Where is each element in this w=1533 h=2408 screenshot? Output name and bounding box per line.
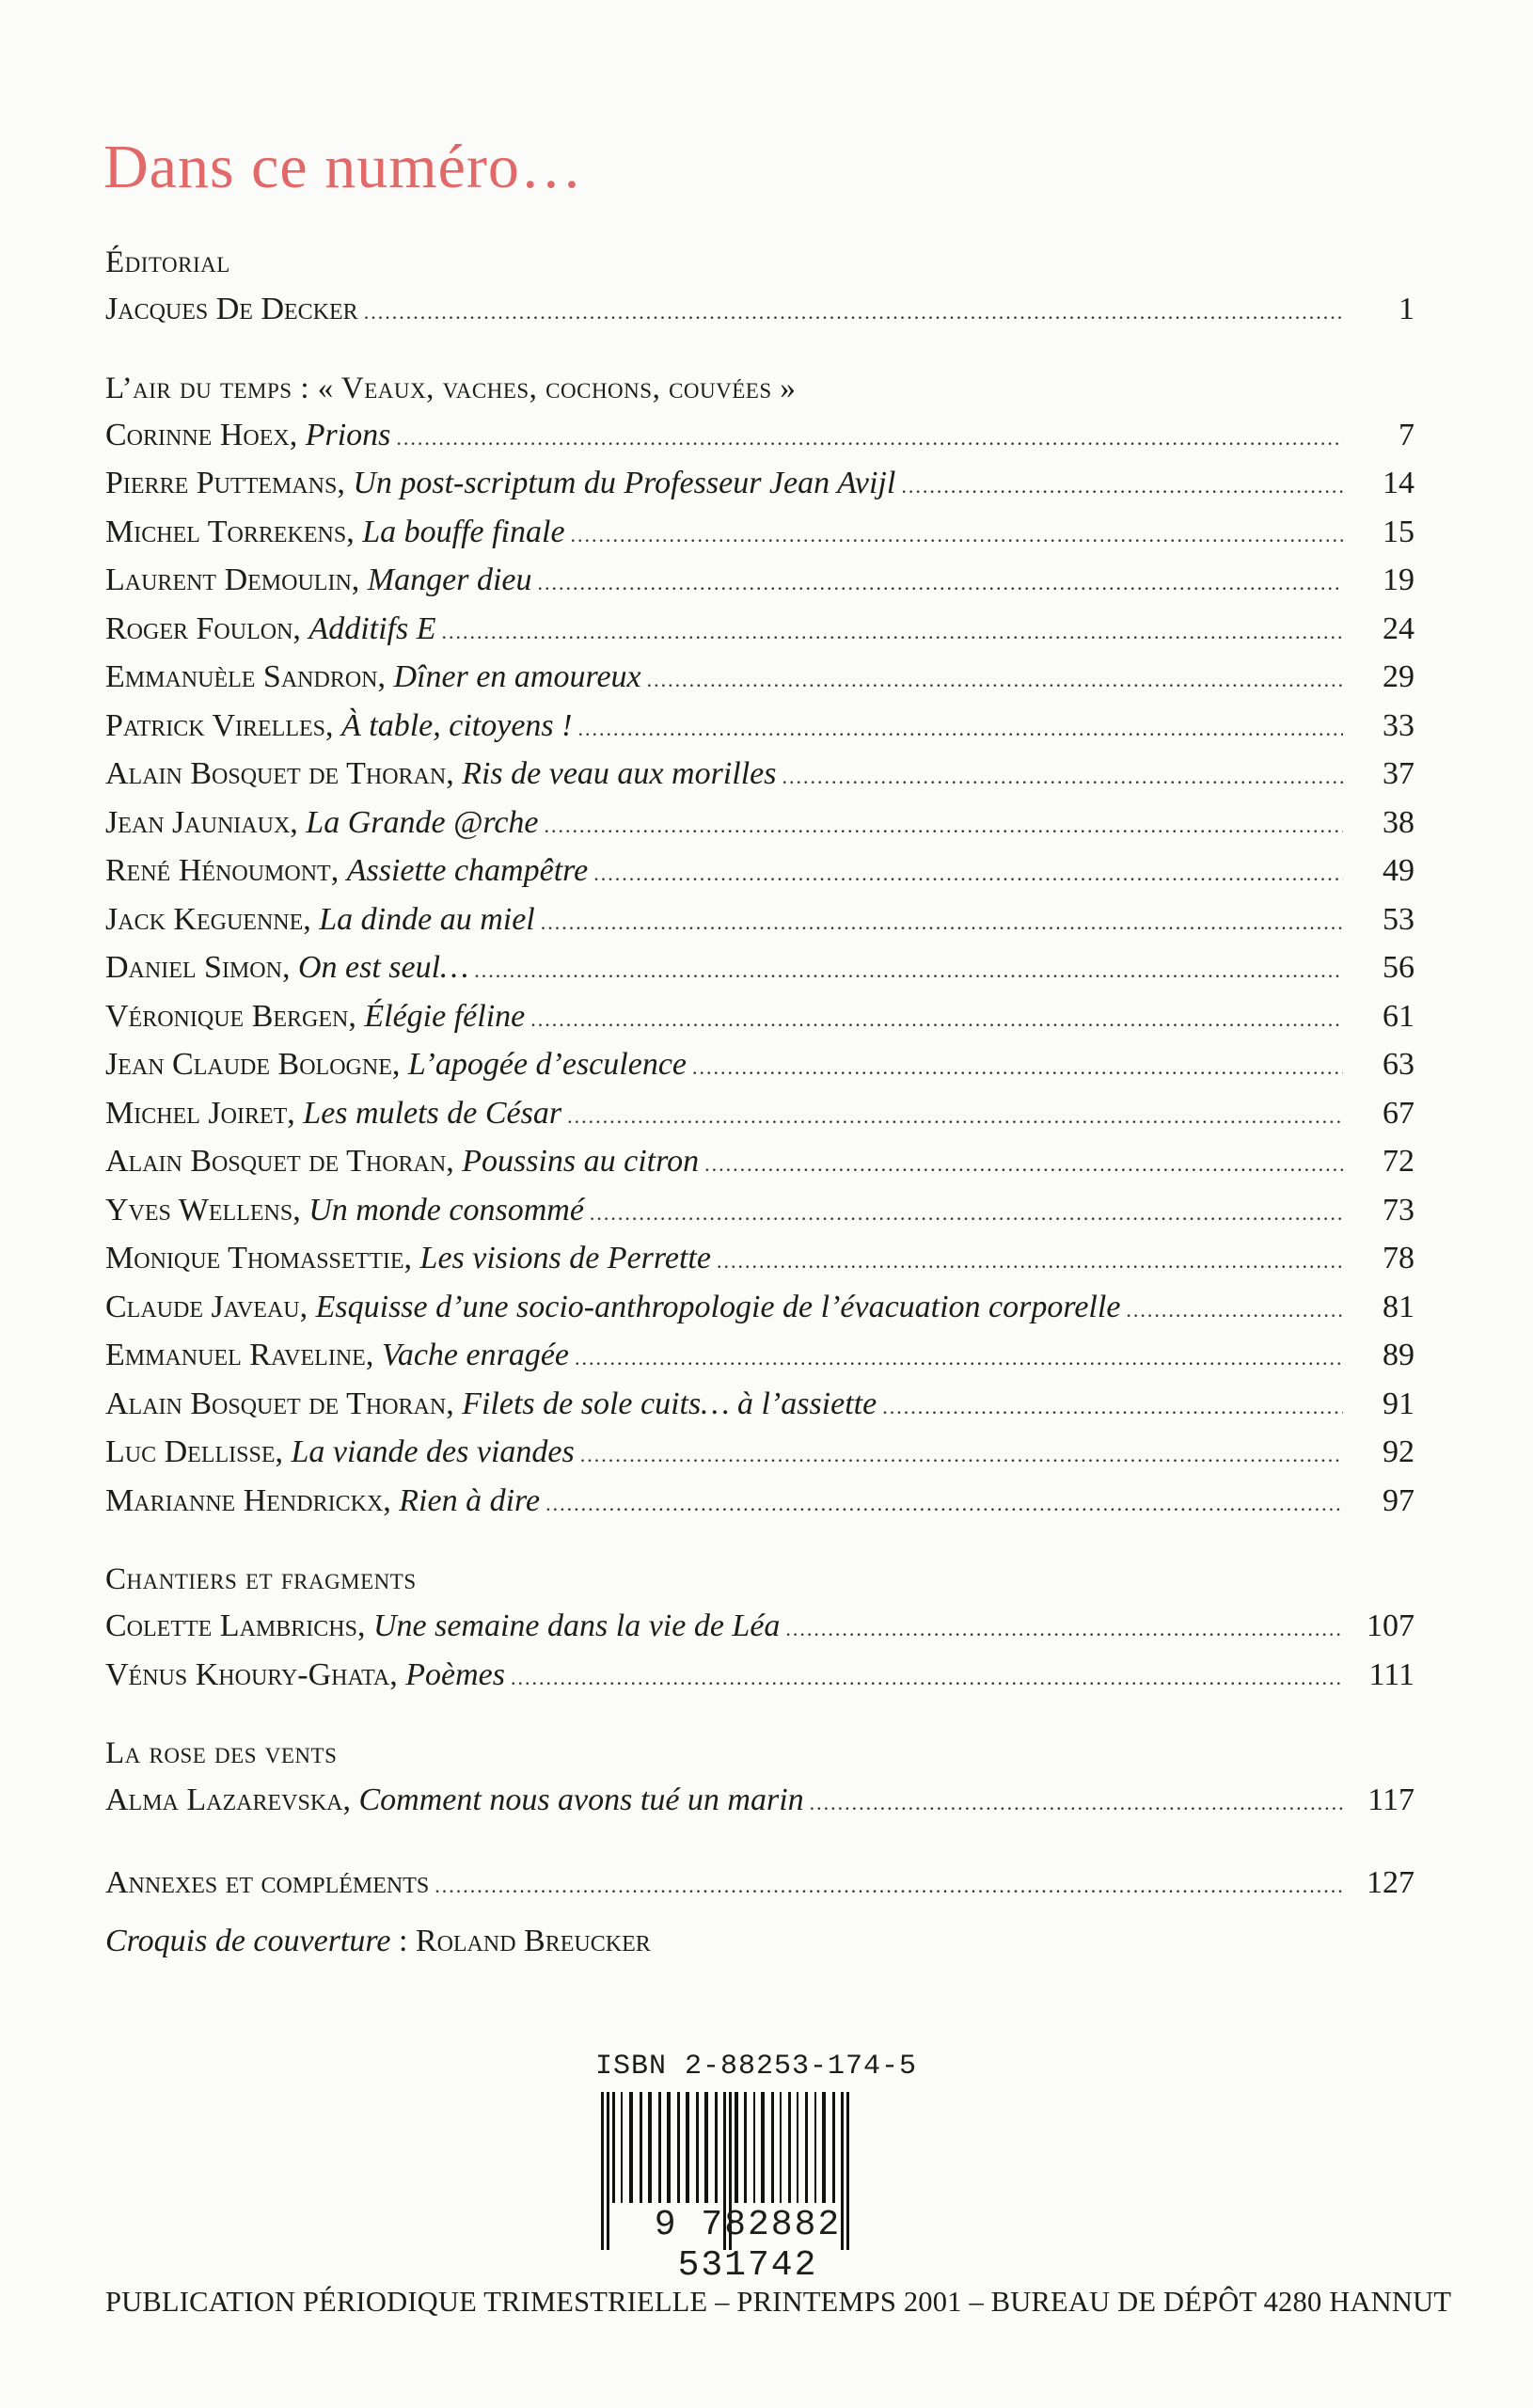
- toc-separator: ,: [289, 417, 306, 452]
- toc-row[interactable]: [105, 508, 1414, 557]
- toc-page-number: 19: [1383, 562, 1414, 597]
- toc-author: Vénus Khoury-Ghata: [105, 1656, 390, 1692]
- toc-work-title: Vache enragée: [381, 1338, 570, 1372]
- toc-row[interactable]: [105, 702, 1414, 751]
- toc-row-annexes[interactable]: [105, 1859, 1414, 1908]
- toc-work-title: Filets de sole cuits… à l’assiette: [462, 1386, 877, 1421]
- toc-page-number: 29: [1383, 659, 1414, 694]
- toc-page-number: 78: [1383, 1241, 1414, 1275]
- toc-author: René Hénoumont: [105, 853, 331, 888]
- leader-dots: [647, 656, 1343, 705]
- toc-separator: ,: [287, 1095, 304, 1131]
- toc-work-title: Manger dieu: [367, 562, 532, 597]
- toc-author: Laurent Demoulin: [105, 562, 352, 597]
- barcode-bar: [761, 2092, 765, 2203]
- toc-author: Luc Dellisse: [105, 1434, 276, 1469]
- leader-dots: [474, 946, 1343, 995]
- leader-dots: [441, 608, 1343, 657]
- toc-author: Colette Lambrichs: [105, 1608, 357, 1643]
- toc-page-number: 92: [1383, 1434, 1414, 1469]
- barcode-bar: [788, 2092, 791, 2203]
- toc-page-number: 37: [1383, 756, 1414, 791]
- toc-author: Monique Thomassettie: [105, 1241, 404, 1275]
- toc-page-number: 38: [1383, 804, 1414, 840]
- toc-work-title: Un monde consommé: [308, 1192, 584, 1228]
- toc-row[interactable]: [105, 1776, 1414, 1825]
- toc-separator: ,: [337, 466, 354, 500]
- toc-work-title: Prions: [305, 417, 391, 452]
- leader-dots: [511, 1654, 1343, 1703]
- toc-separator: ,: [330, 853, 347, 888]
- leader-dots: [575, 1334, 1343, 1383]
- section-heading: Éditorial: [105, 246, 230, 279]
- leader-dots: [782, 752, 1343, 801]
- toc-row[interactable]: [105, 411, 1414, 460]
- leader-dots: [567, 1092, 1343, 1141]
- toc-work-title: La dinde au miel: [319, 901, 535, 937]
- leader-dots: [545, 1480, 1343, 1529]
- toc-page-number: 89: [1383, 1338, 1414, 1372]
- toc-page-number: 91: [1383, 1386, 1414, 1421]
- toc-separator: ,: [446, 1386, 463, 1421]
- toc-separator: ,: [391, 1047, 408, 1082]
- toc-work-title: Poèmes: [405, 1656, 505, 1692]
- toc-author: Véronique Bergen: [105, 998, 349, 1034]
- barcode-bar: [771, 2092, 774, 2203]
- toc-separator: ,: [389, 1656, 406, 1692]
- toc-sections: [105, 240, 1414, 1825]
- isbn-text: ISBN 2-88253-174-5: [594, 2051, 917, 2083]
- toc-page-number: 15: [1383, 514, 1414, 549]
- leader-dots: [578, 705, 1344, 753]
- toc-author: Jacques De Decker: [105, 292, 358, 326]
- toc-author: Patrick Virelles: [105, 707, 326, 743]
- barcode-bar: [822, 2092, 826, 2203]
- toc-separator: ,: [356, 1608, 373, 1643]
- toc-row[interactable]: [105, 556, 1414, 605]
- leader-dots: [593, 849, 1343, 898]
- table-of-contents: [105, 240, 1414, 1959]
- barcode-bar: [715, 2092, 718, 2203]
- toc-separator: ,: [403, 1241, 420, 1275]
- toc-page-number: 81: [1383, 1289, 1414, 1324]
- toc-page-number: 97: [1383, 1482, 1414, 1518]
- leader-dots: [692, 1043, 1343, 1092]
- barcode: [578, 2092, 917, 2286]
- toc-page-number: 1: [1399, 292, 1414, 326]
- toc-page-number: 49: [1383, 853, 1414, 888]
- toc-page-number: 61: [1383, 998, 1414, 1034]
- section-heading: Chantiers et fragments: [105, 1562, 417, 1596]
- publication-footer: PUBLICATION PÉRIODIQUE TRIMESTRIELLE – PRINTEMPS 2001 – BUREAU DE DÉPÔT 4280 HANNUT: [105, 2286, 1452, 2318]
- barcode-bar: [621, 2092, 623, 2203]
- toc-work-title: Les mulets de César: [303, 1095, 562, 1131]
- toc-work-title: À table, citoyens !: [341, 707, 573, 743]
- toc-row[interactable]: [105, 1380, 1414, 1429]
- barcode-bar: [814, 2092, 816, 2203]
- barcode-bar: [640, 2092, 642, 2203]
- leader-dots: [571, 511, 1343, 560]
- leader-dots: [1126, 1286, 1343, 1335]
- toc-work-title: Élégie féline: [364, 998, 526, 1034]
- toc-page-number: 33: [1383, 707, 1414, 743]
- toc-separator: ,: [351, 562, 368, 597]
- toc-page-number: 56: [1383, 950, 1414, 985]
- toc-work-title: Esquisse d’une socio-anthropologie de l’évacuation corporelle: [315, 1289, 1121, 1324]
- toc-separator: ,: [292, 610, 309, 646]
- toc-work-title: Comment nous avons tué un marin: [358, 1782, 804, 1817]
- leader-dots: [704, 1140, 1343, 1189]
- section-heading: L’air du temps : « Veaux, vaches, cochons, couvées »: [105, 371, 797, 405]
- barcode-bar: [677, 2092, 680, 2203]
- toc-row[interactable]: [105, 1089, 1414, 1138]
- barcode-bar: [744, 2092, 747, 2203]
- toc-separator: ,: [299, 1289, 316, 1324]
- toc-separator: ,: [281, 950, 298, 985]
- toc-author: Corinne Hoex: [105, 417, 290, 452]
- leader-dots: [580, 1431, 1343, 1480]
- leader-dots: [882, 1383, 1343, 1432]
- toc-row[interactable]: [105, 1137, 1414, 1186]
- toc-author: Pierre Puttemans: [105, 466, 338, 500]
- leader-dots: [435, 1861, 1343, 1910]
- credit-sep: :: [390, 1924, 416, 1958]
- leader-dots: [590, 1189, 1343, 1238]
- toc-author: Alma Lazarevska: [105, 1782, 343, 1817]
- leader-dots: [541, 898, 1343, 947]
- toc-author: Alain Bosquet de Thoran: [105, 756, 447, 791]
- toc-separator: ,: [325, 707, 342, 743]
- barcode-bar: [805, 2092, 808, 2203]
- toc-separator: ,: [383, 1482, 400, 1518]
- toc-page-number: 53: [1383, 901, 1414, 937]
- toc-separator: ,: [346, 514, 363, 549]
- toc-row[interactable]: [105, 1283, 1414, 1332]
- toc-page-number: 14: [1383, 466, 1414, 500]
- toc-work-title: La Grande @rche: [306, 804, 539, 840]
- leader-dots: [396, 414, 1343, 463]
- toc-row[interactable]: [105, 1040, 1414, 1089]
- barcode-bar: [658, 2092, 661, 2203]
- barcode-bar: [696, 2092, 699, 2203]
- toc-work-title: Assiette champêtre: [346, 853, 589, 888]
- section-heading: La rose des vents: [105, 1736, 338, 1770]
- leader-dots: [901, 462, 1343, 511]
- toc-author: Roger Foulon: [105, 610, 293, 646]
- toc-author: Jean Claude Bologne: [105, 1047, 392, 1082]
- barcode-bar: [704, 2092, 708, 2203]
- toc-author: Jean Jauniaux: [105, 804, 291, 840]
- toc-work-title: L’apogée d’esculence: [407, 1047, 687, 1082]
- toc-work-title: Additifs E: [308, 610, 436, 646]
- barcode-bar: [648, 2092, 652, 2203]
- toc-author: Alain Bosquet de Thoran: [105, 1386, 447, 1421]
- toc-author: Alain Bosquet de Thoran: [105, 1144, 447, 1179]
- toc-page-number: 73: [1383, 1192, 1414, 1228]
- toc-page-number: 72: [1383, 1144, 1414, 1179]
- leader-dots: [717, 1237, 1343, 1286]
- toc-row[interactable]: [105, 1428, 1414, 1477]
- toc-row[interactable]: [105, 1186, 1414, 1235]
- barcode-bar: [686, 2092, 689, 2203]
- annexes-page: 127: [1367, 1864, 1414, 1900]
- toc-row[interactable]: [105, 992, 1414, 1041]
- toc-row[interactable]: [105, 1651, 1414, 1700]
- leader-dots: [530, 995, 1343, 1044]
- toc-work-title: Ris de veau aux morilles: [462, 756, 777, 791]
- toc-page-number: 24: [1383, 610, 1414, 646]
- toc-row[interactable]: [105, 750, 1414, 799]
- toc-author: Michel Joiret: [105, 1095, 288, 1131]
- toc-author: Michel Torrekens: [105, 514, 347, 549]
- barcode-bar: [753, 2092, 755, 2203]
- toc-author: Emmanuel Raveline: [105, 1338, 366, 1372]
- toc-row[interactable]: [105, 459, 1414, 508]
- page-title: Dans ce numéro…: [103, 133, 583, 201]
- toc-row[interactable]: [105, 847, 1414, 895]
- toc-work-title: Une semaine dans la vie de Léa: [372, 1608, 781, 1643]
- toc-separator: ,: [290, 804, 307, 840]
- toc-row[interactable]: [105, 1331, 1414, 1380]
- leader-dots: [364, 288, 1343, 337]
- toc-author: Jack Keguenne: [105, 901, 304, 937]
- toc-separator: ,: [446, 756, 463, 791]
- toc-row[interactable]: [105, 895, 1414, 944]
- barcode-bar: [735, 2092, 738, 2203]
- toc-page-number: 117: [1367, 1782, 1414, 1817]
- toc-author: Emmanuèle Sandron: [105, 659, 378, 694]
- toc-separator: ,: [342, 1782, 359, 1817]
- toc-work-title: Dîner en amoureux: [393, 659, 641, 694]
- toc-page-number: 63: [1383, 1047, 1414, 1082]
- toc-separator: ,: [292, 1192, 309, 1228]
- toc-page-number: 107: [1367, 1608, 1414, 1643]
- cover-credit: [105, 1924, 1414, 1959]
- toc-work-title: On est seul…: [297, 950, 469, 985]
- credit-label: Croquis de couverture: [105, 1924, 391, 1958]
- toc-page-number: 7: [1399, 417, 1414, 452]
- toc-work-title: La viande des viandes: [291, 1434, 575, 1469]
- toc-work-title: Rien à dire: [399, 1482, 541, 1518]
- barcode-bar: [629, 2092, 633, 2203]
- toc-author: Marianne Hendrickx: [105, 1482, 384, 1518]
- toc-work-title: Un post-scriptum du Professeur Jean Avijl: [353, 466, 896, 500]
- toc-page-number: 67: [1383, 1095, 1414, 1131]
- toc-separator: ,: [446, 1144, 463, 1179]
- toc-row[interactable]: [105, 653, 1414, 702]
- toc-row[interactable]: [105, 1602, 1414, 1651]
- leader-dots: [785, 1605, 1343, 1654]
- toc-row[interactable]: [105, 1477, 1414, 1526]
- toc-work-title: Poussins au citron: [462, 1144, 700, 1179]
- toc-row[interactable]: [105, 943, 1414, 992]
- toc-row[interactable]: [105, 1234, 1414, 1283]
- barcode-bar: [612, 2092, 615, 2203]
- toc-row[interactable]: [105, 799, 1414, 848]
- toc-separator: ,: [377, 659, 394, 694]
- toc-author: Claude Javeau: [105, 1289, 300, 1324]
- toc-separator: ,: [275, 1434, 292, 1469]
- toc-row[interactable]: [105, 605, 1414, 654]
- barcode-bar: [780, 2092, 782, 2203]
- toc-separator: ,: [303, 901, 320, 937]
- barcode-bar: [667, 2092, 671, 2203]
- toc-author: Yves Wellens: [105, 1192, 293, 1228]
- leader-dots: [537, 559, 1343, 608]
- isbn-block: [578, 2051, 917, 2286]
- leader-dots: [545, 801, 1344, 850]
- toc-work-title: Les visions de Perrette: [419, 1241, 711, 1275]
- barcode-bar: [832, 2092, 835, 2203]
- toc-separator: ,: [348, 998, 365, 1034]
- toc-work-title: La bouffe finale: [362, 514, 565, 549]
- leader-dots: [810, 1779, 1343, 1828]
- annexes-label: Annexes et compléments: [105, 1864, 430, 1900]
- toc-author: Daniel Simon: [105, 950, 282, 985]
- toc-separator: ,: [365, 1338, 382, 1372]
- barcode-digits: 9 782882 531742: [654, 2205, 842, 2286]
- toc-row[interactable]: [105, 285, 1414, 334]
- toc-page-number: 111: [1368, 1656, 1414, 1692]
- barcode-bar: [797, 2092, 798, 2203]
- credit-name: Roland Breucker: [415, 1924, 651, 1958]
